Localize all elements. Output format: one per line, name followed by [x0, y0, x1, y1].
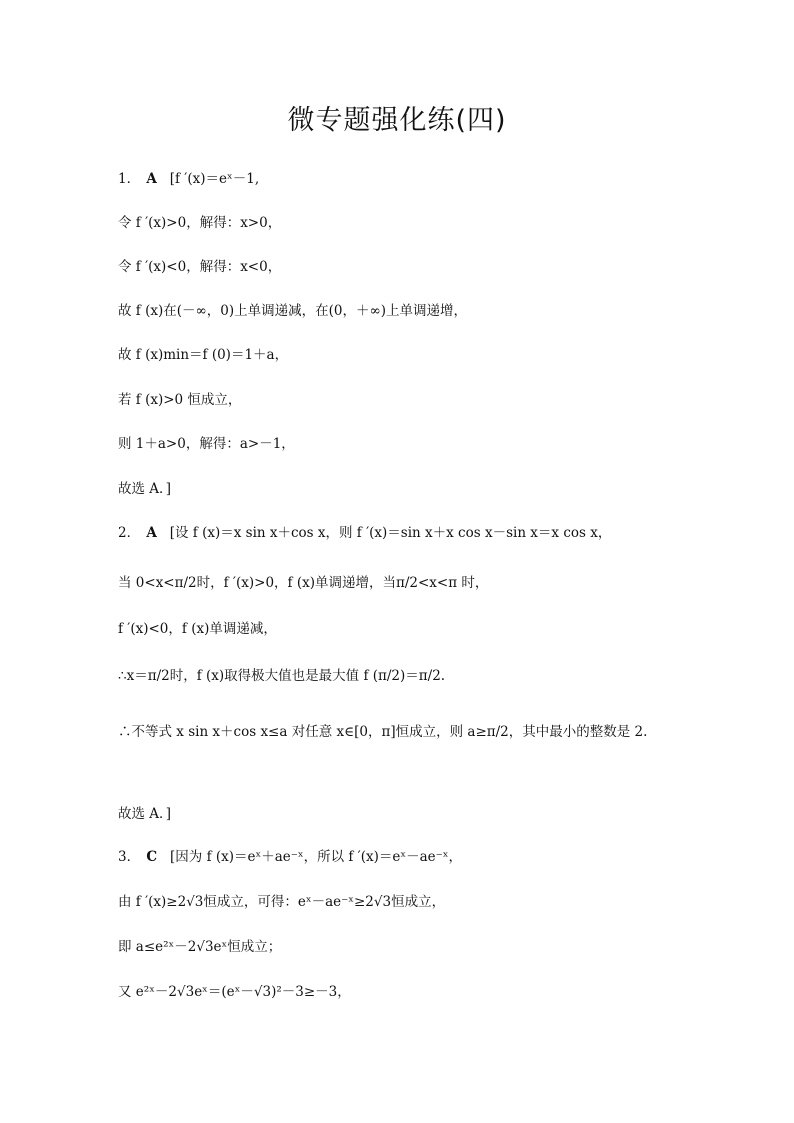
solution-line: 故 f (x)min＝f (0)＝1＋a， [118, 347, 289, 363]
solution-line: 则 1＋a>0，解得：a>－1， [118, 436, 295, 452]
solution-line-wrapped: ∴不等式 x sin x＋cos x≤a 对任意 x∈[0，π]恒成立，则 a≥π/2，其中最小的整数是 2. [118, 724, 648, 740]
solution-line: 即 a≤e²ˣ－2√3eˣ恒成立； [118, 939, 282, 955]
solution-line: 令 f ′(x)>0，解得：x>0， [118, 215, 282, 231]
solution-line: ∴x＝π/2时，f (x)取得极大值也是最大值 f (π/2)＝π/2. [118, 668, 446, 684]
page-title: 微专题强化练(四) [287, 105, 507, 136]
problem-2-answer: A [146, 525, 157, 541]
problem-1-number: 1． [118, 171, 141, 187]
solution-line: 故 f (x)在(－∞，0)上单调递减，在(0，＋∞)上单调递增， [118, 303, 467, 319]
problem-1-solution-start: [f ′(x)＝eˣ－1, [169, 171, 260, 187]
solution-line: f ′(x)<0，f (x)单调递减， [118, 621, 277, 637]
solution-line: 由 f ′(x)≥2√3恒成立，可得：eˣ－ae⁻ˣ≥2√3恒成立， [118, 894, 446, 910]
problem-3-number: 3． [118, 849, 141, 865]
problem-2-header [118, 524, 688, 542]
problem-3-header [118, 848, 688, 866]
solution-line: 故选 A．] [118, 806, 172, 822]
problem-2-number: 2． [118, 525, 141, 541]
solution-line: 若 f (x)>0 恒成立， [118, 392, 242, 408]
problem-3-solution-start: [因为 f (x)＝eˣ＋ae⁻ˣ，所以 f ′(x)＝eˣ－ae⁻ˣ， [170, 849, 462, 865]
solution-line: 故选 A．] [118, 481, 172, 497]
problem-1-header [118, 170, 688, 188]
solution-line: 又 e²ˣ－2√3eˣ＝(eˣ－√3)²－3≥－3， [118, 984, 351, 1000]
solution-line: 令 f ′(x)<0，解得：x<0， [118, 259, 282, 275]
solution-line: 当 0<x<π/2时，f ′(x)>0，f (x)单调递增，当π/2<x<π 时， [118, 575, 489, 591]
problem-1-answer: A [146, 171, 157, 187]
problem-3-answer: C [146, 849, 158, 865]
problem-2-solution-start: [设 f (x)＝x sin x＋cos x，则 f ′(x)＝sin x＋x cos x－sin x＝x cos x， [169, 525, 612, 541]
